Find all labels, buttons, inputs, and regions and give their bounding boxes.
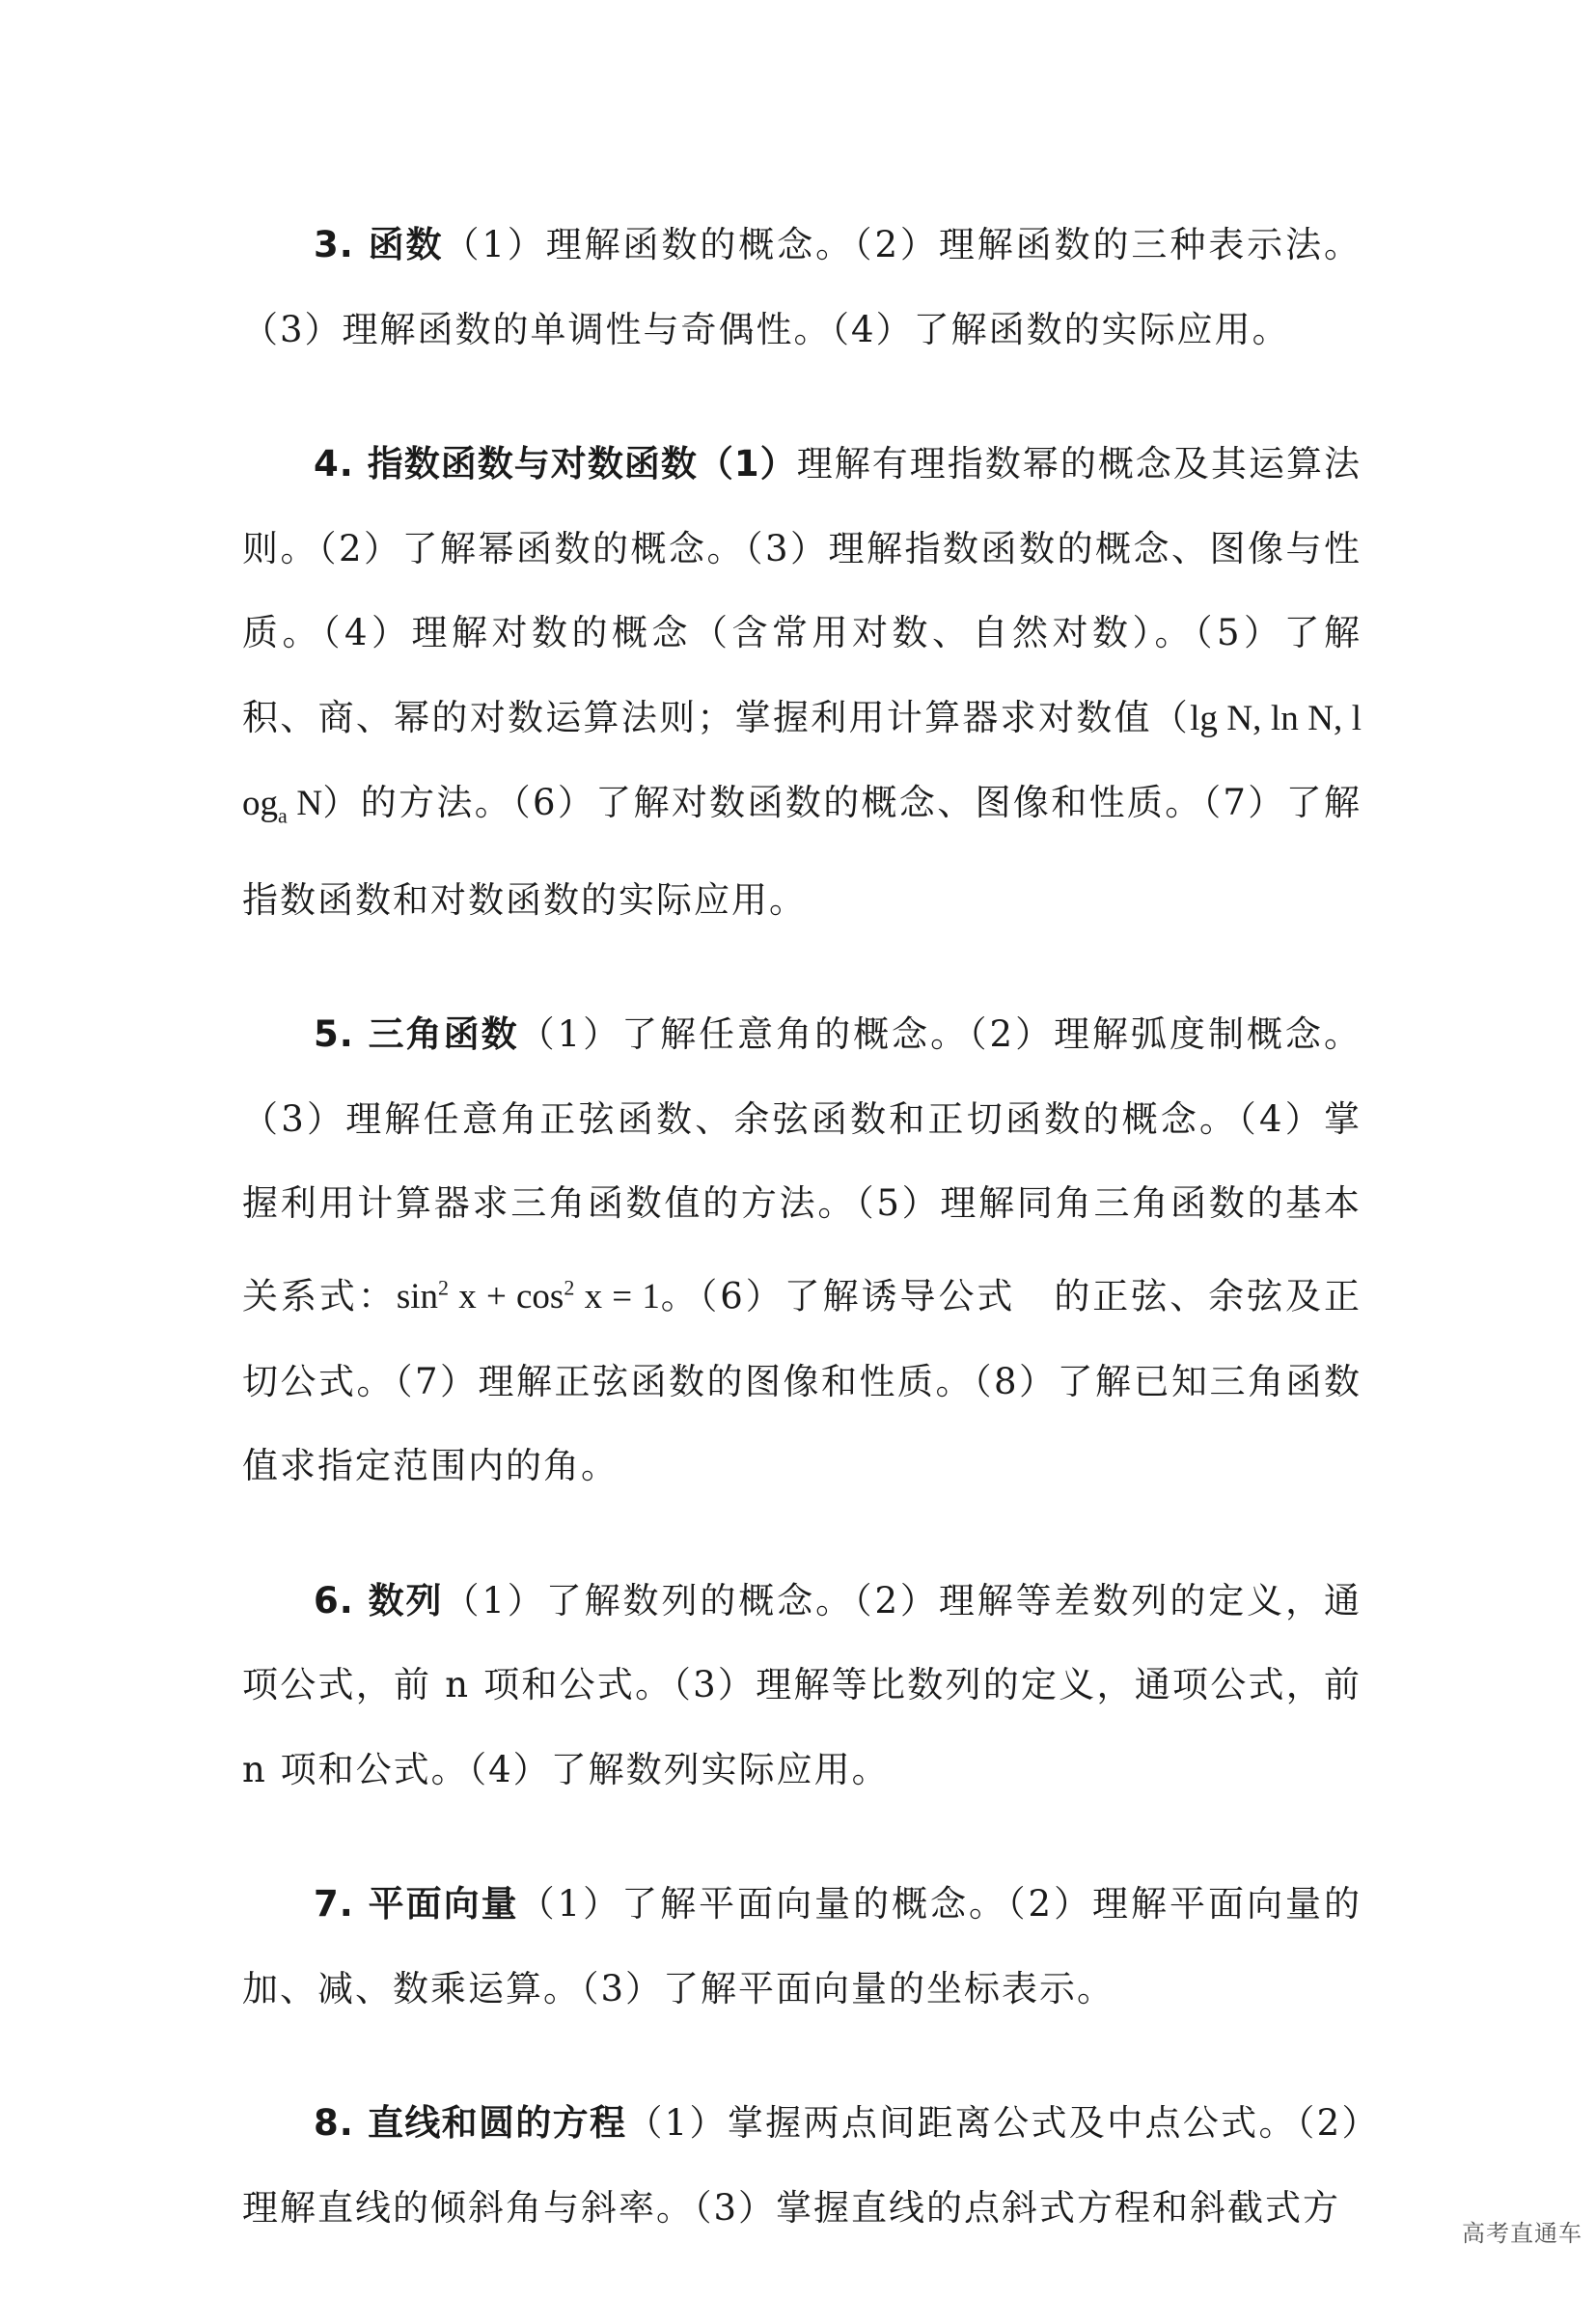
section-text-continued: 。（6）了解诱导公式 的正弦、余弦及正切公式。（7）理解正弦函数的图像和性质。（8）了解已知三角函数值求指定范围内的角。 xyxy=(242,1275,1362,1487)
section-trig-functions xyxy=(242,992,1362,1508)
section-text: （1）理解函数的概念。（2）理解函数的三种表示法。（3）理解函数的单调性与奇偶性。（4）了解函数的实际应用。 xyxy=(242,224,1362,350)
log-formula-base: a xyxy=(278,803,288,828)
formula-exponent: 2 xyxy=(564,1275,575,1300)
section-text: （1）了解数列的概念。（2）理解等差数列的定义，通项公式，前 n 项和公式。（3）理解等比数列的定义，通项公式，前 n 项和公式。（4）了解数列实际应用。 xyxy=(242,1579,1362,1790)
document-body xyxy=(242,203,1362,2300)
section-exp-log-functions xyxy=(242,422,1362,942)
section-plane-vectors xyxy=(242,1862,1362,2031)
section-heading: 8. 直线和圆的方程 xyxy=(314,2102,627,2145)
section-heading: 6. 数列 xyxy=(314,1579,444,1621)
formula-sin: sin xyxy=(396,1277,439,1317)
section-heading: 5. 三角函数 xyxy=(314,1013,519,1056)
section-heading: 3. 函数 xyxy=(314,224,444,265)
section-text: （1）了解任意角的概念。（2）理解弧度制概念。（3）理解任意角正弦函数、余弦函数和正切函数的概念。（4）掌握利用计算器求三角函数值的方法。（5）理解同角三角函数的基本关系式： xyxy=(242,1013,1362,1317)
section-text-continued: ）的方法。（6）了解对数函数的概念、图像和性质。（7）了解指数函数和对数函数的实际应用。 xyxy=(242,782,1362,921)
log-formula-tail: N xyxy=(287,784,323,823)
formula-cos: x + cos xyxy=(458,1277,564,1317)
pythagorean-identity-formula xyxy=(397,1277,660,1316)
section-functions xyxy=(242,203,1362,372)
section-text: （1）了解平面向量的概念。（2）理解平面向量的加、减、数乘运算。（3）了解平面向量的坐标表示。 xyxy=(242,1883,1362,2009)
watermark: 高考直通车 xyxy=(1462,2220,1582,2247)
section-heading: 4. 指数函数与对数函数（1） xyxy=(314,443,797,485)
section-line-circle-equations xyxy=(242,2081,1362,2250)
section-text: （1）掌握两点间距离公式及中点公式。（2）理解直线的倾斜角与斜率。（3）掌握直线的点斜式方程和斜截式方 xyxy=(242,2102,1362,2229)
formula-exponent: 2 xyxy=(438,1275,450,1300)
section-text: 理解有理指数幂的概念及其运算法则。（2）了解幂函数的概念。（3）理解指数函数的概念、图像与性质。（4）理解对数的概念（含常用对数、自然对数）。（5）了解积、商、幂的对数运算法则；掌握利用计算器求对数值（ xyxy=(242,443,1362,738)
formula-tail: x = 1 xyxy=(584,1277,660,1317)
log-formula-main: lg N, ln N, log xyxy=(242,698,1362,823)
section-heading: 7. 平面向量 xyxy=(314,1883,519,1926)
section-sequences xyxy=(242,1559,1362,1813)
